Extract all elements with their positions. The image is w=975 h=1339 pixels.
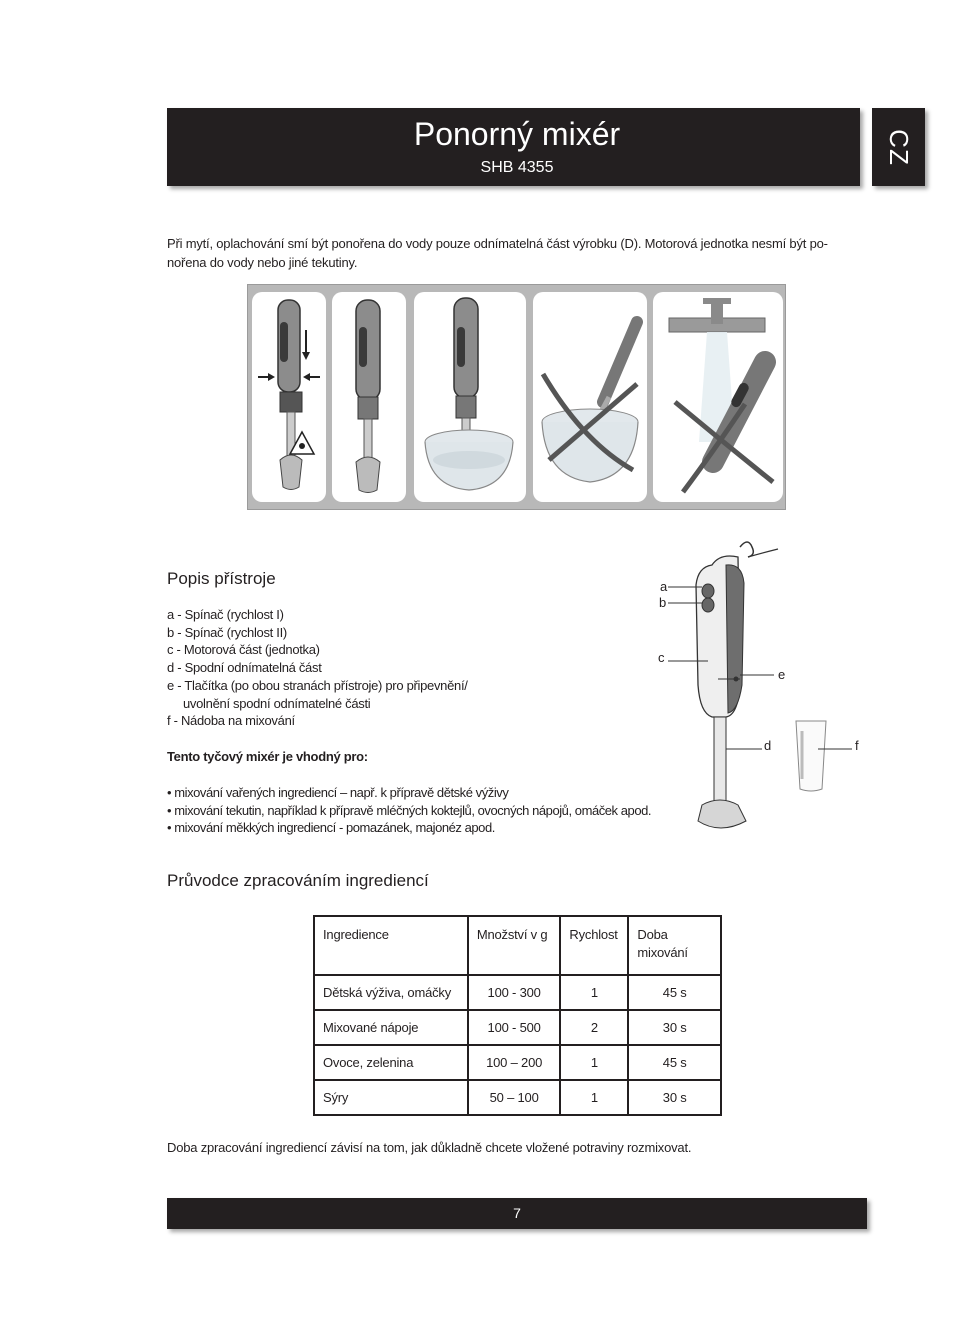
table-cell: 45 s bbox=[628, 1045, 721, 1080]
page-number: 7 bbox=[513, 1205, 521, 1221]
label-a: a bbox=[660, 579, 668, 594]
table-cell: 2 bbox=[560, 1010, 628, 1045]
list-item: e - Tlačítka (po obou stranách přístroje) pro připevnění/ bbox=[167, 677, 468, 693]
label-b: b bbox=[659, 595, 667, 610]
table-cell: 100 - 500 bbox=[468, 1010, 561, 1045]
column-header: Rychlost bbox=[560, 916, 628, 975]
label-f: f bbox=[855, 738, 859, 753]
table-row bbox=[314, 1045, 721, 1080]
table-header-row bbox=[314, 916, 721, 975]
label-c: c bbox=[658, 650, 665, 665]
column-header: Doba mixování bbox=[628, 916, 721, 975]
table-cell: 1 bbox=[560, 1045, 628, 1080]
list-item: uvolnění spodní odnímatelné části bbox=[183, 695, 371, 711]
list-item: f - Nádoba na mixování bbox=[167, 713, 295, 729]
list-item: • mixování měkkých ingrediencí - pomazánek, majonéz apod. bbox=[167, 820, 495, 836]
description-heading: Popis přístroje bbox=[167, 569, 276, 588]
illustration-detach bbox=[252, 292, 326, 502]
list-item: d - Spodní odnímatelná část bbox=[167, 660, 322, 676]
table-cell: 1 bbox=[560, 1080, 628, 1115]
page-title: Ponorný mixér bbox=[413, 116, 621, 152]
table-cell: 100 – 200 bbox=[468, 1045, 561, 1080]
blender-drawing bbox=[640, 535, 880, 835]
illustration-no-tap bbox=[653, 292, 783, 502]
table-cell: 50 – 100 bbox=[468, 1080, 561, 1115]
suitability-title: Tento tyčový mixér je vhodný pro: bbox=[167, 749, 368, 764]
list-item: a - Spínač (rychlost I) bbox=[167, 607, 284, 622]
table-cell: Sýry bbox=[314, 1080, 468, 1115]
table-cell: Ovoce, zelenina bbox=[314, 1045, 468, 1080]
language-tab-label bbox=[872, 108, 925, 186]
cleaning-illustrations bbox=[247, 284, 786, 510]
illustration-no-immersion bbox=[533, 292, 647, 502]
appliance-diagram bbox=[640, 535, 880, 835]
list-item: • mixování tekutin, například k přípravě mléčných koktejlů, ovocných nápojů, omáček apod. bbox=[167, 802, 652, 818]
list-item: c - Motorová část (jednotka) bbox=[167, 642, 320, 658]
language-code: CZ bbox=[883, 128, 914, 166]
table-row bbox=[314, 975, 721, 1010]
parts-list bbox=[167, 606, 647, 730]
table-cell: 45 s bbox=[628, 975, 721, 1010]
table-cell: 30 s bbox=[628, 1080, 721, 1115]
label-e: e bbox=[778, 667, 786, 682]
list-item: • mixování vařených ingrediencí – např. k přípravě dětské výživy bbox=[167, 785, 509, 800]
illustration-bowl bbox=[414, 292, 526, 502]
model-number: SHB 4355 bbox=[480, 159, 554, 176]
table-cell: 30 s bbox=[628, 1010, 721, 1045]
illustration-assembled bbox=[332, 292, 406, 502]
footnote: Doba zpracování ingrediencí závisí na tom, jak důkladně chcete vložené potraviny rozmixovat. bbox=[167, 1140, 692, 1155]
intro-paragraph: Při mytí, oplachování smí být ponořena do vody pouze odnímatelná část výrobku (D). Motorová jednotka nesmí být po- nořena do vody nebo jiné tekutiny. bbox=[167, 236, 828, 270]
ingredient-guide-table bbox=[313, 915, 722, 1116]
table-cell: Dětská výživa, omáčky bbox=[314, 975, 468, 1010]
table-row bbox=[314, 1080, 721, 1115]
table-row bbox=[314, 1010, 721, 1045]
guide-heading: Průvodce zpracováním ingrediencí bbox=[167, 871, 429, 890]
table-cell: Mixované nápoje bbox=[314, 1010, 468, 1045]
column-header: Ingredience bbox=[314, 916, 468, 975]
table-cell: 100 - 300 bbox=[468, 975, 561, 1010]
suitability-list bbox=[167, 784, 667, 837]
list-item: b - Spínač (rychlost II) bbox=[167, 624, 287, 640]
table-cell: 1 bbox=[560, 975, 628, 1010]
label-d: d bbox=[764, 738, 772, 753]
column-header: Množství v g bbox=[468, 916, 561, 975]
